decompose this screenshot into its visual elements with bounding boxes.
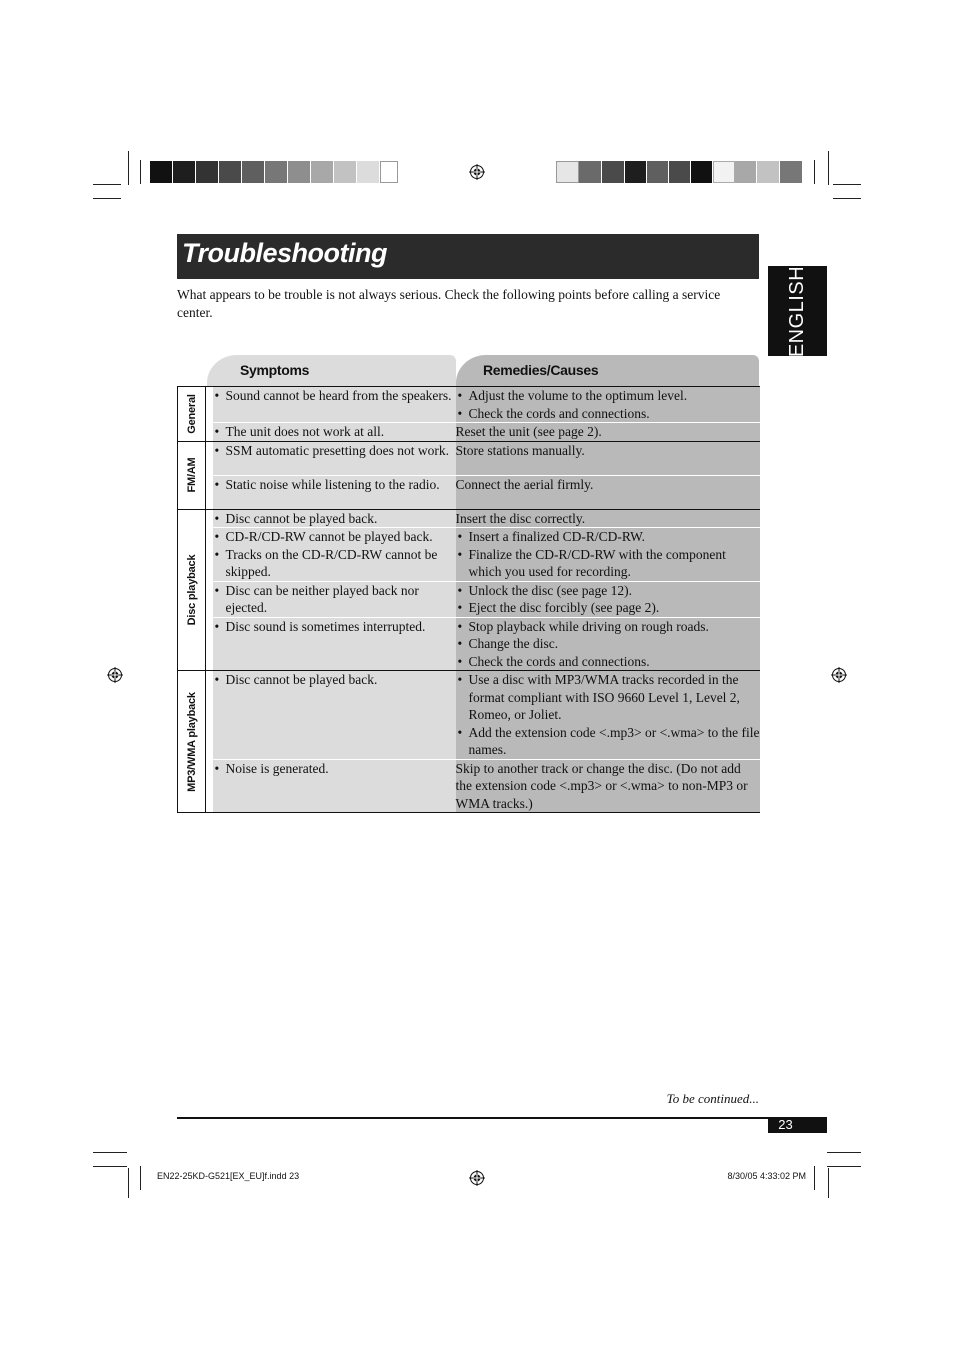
table-row <box>178 423 760 442</box>
date-slug: 8/30/05 4:33:02 PM <box>727 1171 806 1181</box>
list-item: • The unit does not work at all. <box>213 423 456 441</box>
troubleshooting-table <box>177 386 760 813</box>
category-label: FM/AM <box>185 457 198 493</box>
category-disc-playback <box>178 509 206 671</box>
remedy-cell <box>456 759 760 813</box>
list-item: • Change the disc. <box>456 635 760 653</box>
list-item: • Tracks on the CD-R/CD-RW cannot be skipped. <box>213 546 456 581</box>
list-item: • Adjust the volume to the optimum level. <box>456 387 760 405</box>
category-label: MP3/WMA playback <box>185 691 198 792</box>
list-item: • SSM automatic presetting does not work. <box>213 442 456 460</box>
list-item: • Disc sound is sometimes interrupted. <box>213 618 456 636</box>
list-item: • Add the extension code <.mp3> or <.wma> to the file names. <box>456 724 760 759</box>
table-row <box>178 475 760 509</box>
remedy-cell <box>456 441 760 475</box>
symptom-cell <box>213 475 456 509</box>
table-row <box>178 617 760 671</box>
symptom-cell <box>213 441 456 475</box>
remedy-cell <box>456 509 760 528</box>
symptom-cell <box>213 581 456 617</box>
remedies-header: Remedies/Causes <box>483 362 599 378</box>
symptom-cell <box>213 387 456 423</box>
symptom-cell <box>213 423 456 442</box>
list-item: • Eject the disc forcibly (see page 2). <box>456 599 760 617</box>
list-item: • Sound cannot be heard from the speakers. <box>213 387 456 405</box>
remedy-cell <box>456 617 760 671</box>
list-item: • Noise is generated. <box>213 760 456 778</box>
remedy-text: Store stations manually. <box>455 442 585 458</box>
table-row <box>178 441 760 475</box>
list-item: • Disc can be neither played back nor ejected. <box>213 582 456 617</box>
table-row <box>178 581 760 617</box>
registration-mark-icon <box>469 164 485 180</box>
table-row <box>178 671 760 760</box>
registration-mark-icon <box>831 667 847 683</box>
page-number: 23 <box>778 1117 793 1132</box>
file-slug: EN22-25KD-G521[EX_EU]f.indd 23 <box>157 1171 300 1181</box>
list-item: • Disc cannot be played back. <box>213 671 456 689</box>
symptom-cell <box>213 617 456 671</box>
registration-mark-icon <box>107 667 123 683</box>
remedy-cell <box>456 528 760 582</box>
remedy-cell <box>456 671 760 760</box>
remedy-text: Reset the unit (see page 2). <box>455 424 602 439</box>
category-fmam <box>178 441 206 509</box>
list-item: • Disc cannot be played back. <box>213 510 456 528</box>
list-item: • Static noise while listening to the radio. <box>213 476 456 494</box>
list-item: • CD-R/CD-RW cannot be played back. <box>213 528 456 546</box>
remedy-cell <box>456 581 760 617</box>
symptoms-header: Symptoms <box>240 362 310 378</box>
list-item: • Check the cords and connections. <box>456 405 760 423</box>
table-row <box>178 509 760 528</box>
category-mp3-wma-playback <box>178 671 206 813</box>
remedy-text: Skip to another track or change the disc. (Do not add the extension code <.mp3> or <.wma> to non-MP3 or WMA tracks.) <box>455 760 748 811</box>
list-item: • Use a disc with MP3/WMA tracks recorded in the format compliant with ISO 9660 Level 1, Level 2, Romeo, or Joliet. <box>456 671 760 724</box>
remedy-text: Insert the disc correctly. <box>455 510 586 526</box>
remedy-cell <box>456 423 760 442</box>
language-tab-label <box>768 266 827 356</box>
list-item: • Stop playback while driving on rough roads. <box>456 618 760 636</box>
table-row <box>178 528 760 582</box>
list-item: • Check the cords and connections. <box>456 653 760 671</box>
list-item: • Finalize the CD-R/CD-RW with the component which you used for recording. <box>456 546 760 581</box>
category-general <box>178 387 206 442</box>
category-label: General <box>185 393 198 434</box>
remedy-text: Connect the aerial firmly. <box>455 476 594 492</box>
list-item: • Unlock the disc (see page 12). <box>456 582 760 600</box>
registration-mark-icon <box>469 1170 485 1186</box>
language-label: ENGLISH <box>786 265 808 357</box>
symptom-cell <box>213 759 456 813</box>
symptom-cell <box>213 528 456 582</box>
table-row <box>178 759 760 813</box>
symptom-cell <box>213 509 456 528</box>
list-item: • Insert a finalized CD-R/CD-RW. <box>456 528 760 546</box>
remedy-cell <box>456 387 760 423</box>
page-title: Troubleshooting <box>182 238 387 268</box>
footer-rule <box>177 1117 827 1119</box>
intro-text: What appears to be trouble is not always serious. Check the following points before calling a service center. <box>177 287 721 320</box>
remedy-cell <box>456 475 760 509</box>
category-label: Disc playback <box>185 554 198 626</box>
symptom-cell <box>213 671 456 760</box>
table-row <box>178 387 760 423</box>
continued-note: To be continued... <box>666 1091 759 1106</box>
